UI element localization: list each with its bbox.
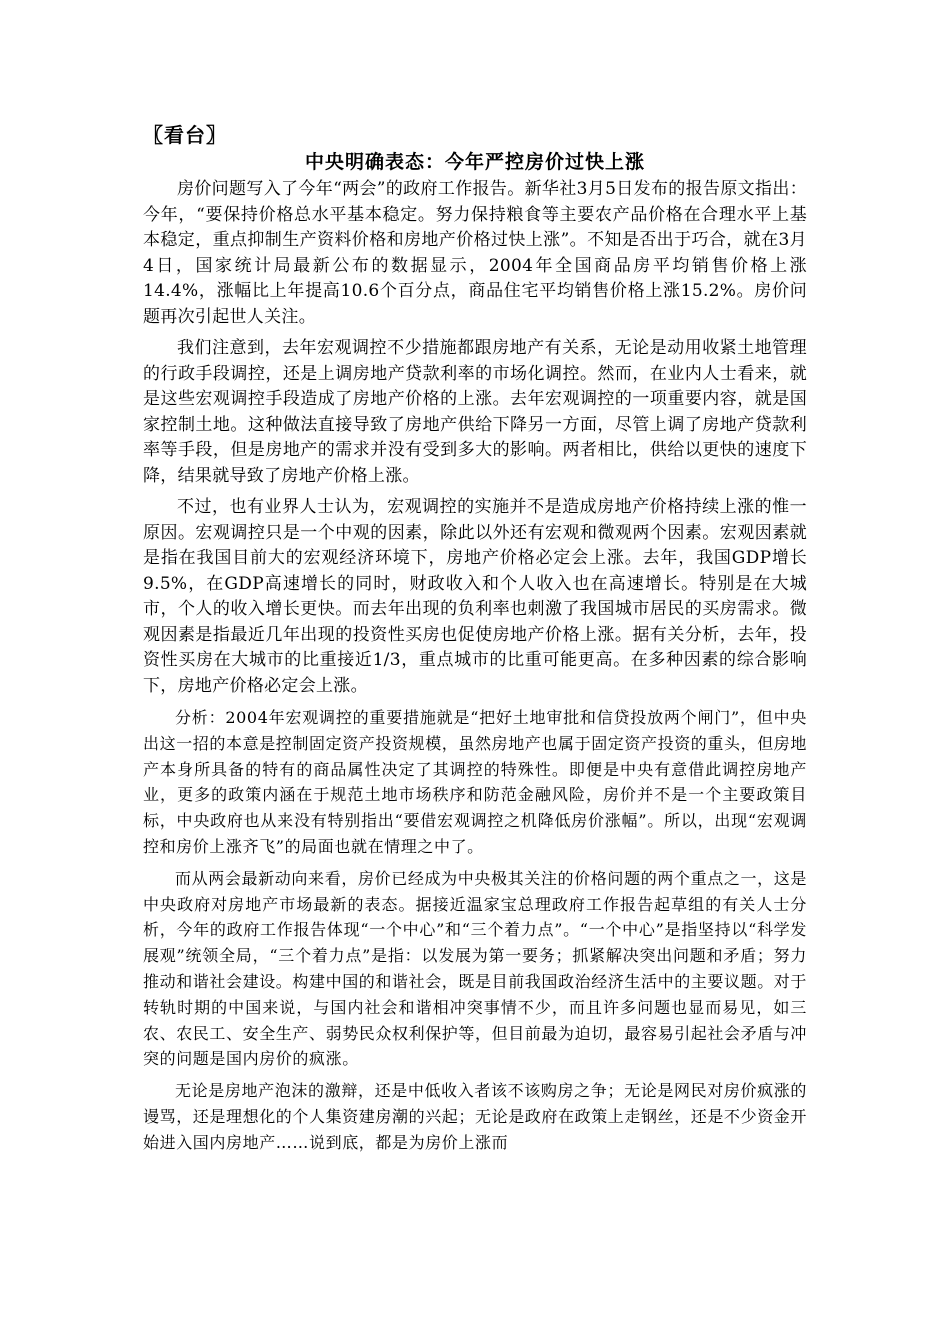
paragraph-macro-factors: 不过，也有业界人士认为，宏观调控的实施并不是造成房地产价格持续上涨的惟一原因。宏观调控只是一个中观的因素，除此以外还有宏观和微观两个因素。宏观因素就是指在我国目前大的宏观经济环境下，房地产价格必定会上涨。去年，我国GDP增长9.5%，在GDP高速增长的同时，财政收入和个人收入也在高速增长。特别是在大城市，个人的收入增长更快。而去年出现的负利率也刺激了我国城市居民的买房需求。微观因素是指最近几年出现的投资性买房也促使房地产价格上涨。据有关分析，去年，投资性买房在大城市的比重接近1/3，重点城市的比重可能更高。在多种因素的综合影响下，房地产价格必定会上涨。	[143, 497, 807, 696]
article-body	[143, 177, 807, 1156]
paragraph-two-sessions: 而从两会最新动向来看，房价已经成为中央极其关注的价格问题的两个重点之一，这是中央政府对房地产市场最新的表态。据接近温家宝总理政府工作报告起草组的有关人士分析，今年的政府工作报告体现“一个中心”和“三个着力点”。“一个中心”是指坚持以“科学发展观”统领全局，“三个着力点”是指：以发展为第一要务；抓紧解决突出问题和矛盾；努力推动和谐社会建设。构建中国的和谐社会，既是目前我国政治经济生活中的主要议题。对于转轨时期的中国来说，与国内社会和谐相冲突事情不少，而且许多问题也显而易见，如三农、农民工、安全生产、弱势民众权利保护等，但目前最为迫切，最容易引起社会矛盾与冲突的问题是国内房价的疯涨。	[143, 868, 808, 1069]
paragraph-analysis: 分析：2004年宏观调控的重要措施就是“把好土地审批和信贷投放两个闸门”，但中央出这一招的本意是控制固定资产投资规模，虽然房地产也属于固定资产投资的重头，但房地产本身所具备的特有的商品属性决定了其调控的特殊性。即便是中央有意借此调控房地产业，更多的政策内涵在于规范土地市场秩序和防范金融风险，房价并不是一个主要政策目标，中央政府也从来没有特别指出“要借宏观调控之机降低房价涨幅”。所以，出现“宏观调控和房价上涨齐飞”的局面也就在情理之中了。	[143, 708, 808, 856]
paragraph-conclusion: 无论是房地产泡沫的激辩，还是中低收入者该不该购房之争；无论是网民对房价疯涨的谩骂，还是理想化的个人集资建房潮的兴起；无论是政府在政策上走钢丝，还是不少资金开始进入国内房地产……说到底，都是为房价上涨而	[143, 1081, 808, 1152]
article-headline: 中央明确表态：今年严控房价过快上涨	[304, 151, 645, 173]
section-tag: 〖看台〗	[143, 123, 227, 147]
paragraph-intro: 房价问题写入了今年“两会”的政府工作报告。新华社3月5日发布的报告原文指出：今年，“要保持价格总水平基本稳定。努力保持粮食等主要农产品价格在合理水平上基本稳定，重点抑制生产资料价格和房地产价格过快上涨”。不知是否出于巧合，就在3月4日，国家统计局最新公布的数据显示，2004年全国商品房平均销售价格上涨14.4%，涨幅比上年提高10.6个百分点，商品住宅平均销售价格上涨15.2%。房价问题再次引起世人关注。	[143, 179, 807, 327]
paragraph-land-control: 我们注意到，去年宏观调控不少措施都跟房地产有关系，无论是动用收紧土地管理的行政手段调控，还是上调房地产贷款利率的市场化调控。然而，在业内人士看来，就是这些宏观调控手段造成了房地产价格的上涨。去年宏观调控的一项重要内容，就是国家控制土地。这种做法直接导致了房地产供给下降另一方面，尽管上调了房地产贷款利率等手段，但是房地产的需求并没有受到多大的影响。两者相比，供给以更快的速度下降，结果就导致了房地产价格上涨。	[143, 338, 807, 486]
